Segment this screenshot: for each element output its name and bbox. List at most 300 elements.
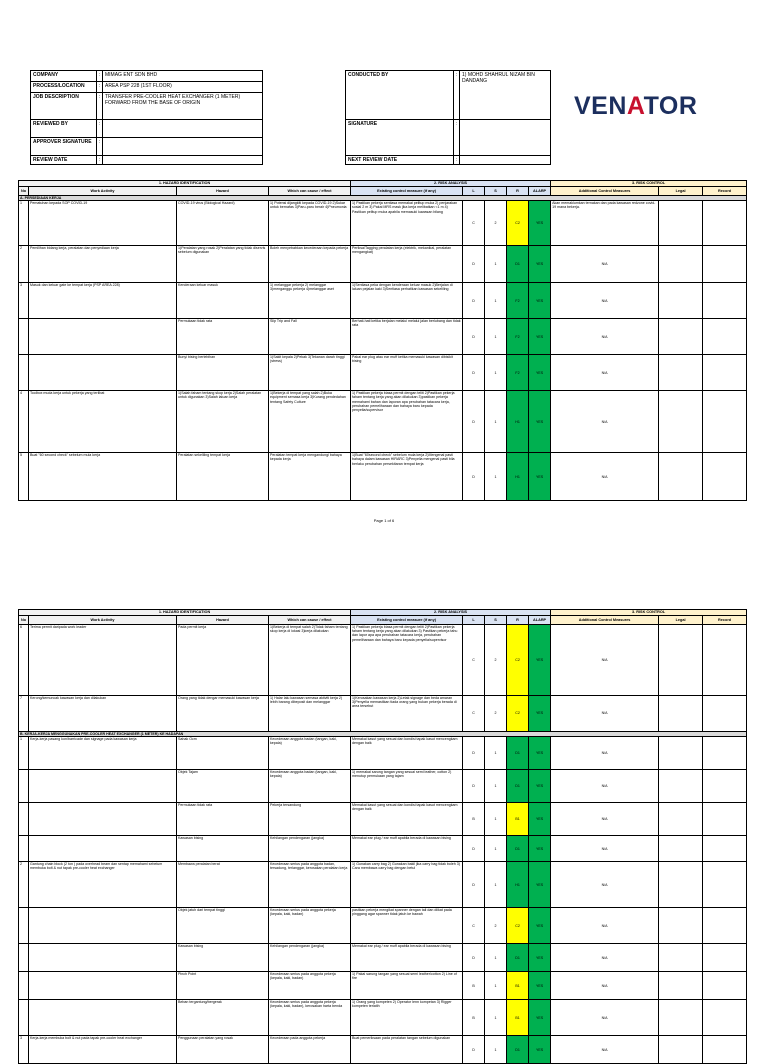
record	[703, 625, 747, 696]
additional-control: N/A	[551, 770, 659, 803]
alarp-status: YES	[529, 453, 551, 501]
cause-effect: 1) Halar lalu kawasan semasa aktiviti kerja 2) lebih barang dibeposit dan melanggar	[269, 696, 351, 732]
cause-effect: Boleh menyebabkan kecederaan kepada pekerja	[269, 246, 351, 283]
column-header-work: Work Activity	[29, 616, 177, 625]
severity: 1	[485, 355, 507, 391]
work-activity	[29, 944, 177, 972]
likelihood: D	[463, 453, 485, 501]
additional-control: N/A	[551, 908, 659, 944]
work-activity: Pematuhan kepada SOP COVID-19	[29, 201, 177, 246]
cause-effect: Peralatan tempat kerja mengandungi bahaya kepada kerja	[269, 453, 351, 501]
record	[703, 803, 747, 836]
legal	[659, 862, 703, 908]
cause-effect: 1) Potensi dijangkiti kepada COVID-19 2)Sukar untuk bernafas 3)Paru-paru berair 4)Pneumonia	[269, 201, 351, 246]
record	[703, 201, 747, 246]
record	[703, 737, 747, 770]
column-header-no: No	[19, 616, 29, 625]
additional-control: N/A	[551, 355, 659, 391]
existing-control: 1) Pastikan pekerja biasa permit dengan teliti 2)Pastikan pekerja faham tentang kerja yang akan dilakukan 3) Pastikan pekerja tahu dan lapor apa apa perubahan tatacara kerja, perubahan pemeliharaan dan bahaya baru kepada penyelia/supervisor	[351, 625, 463, 696]
process-label: PROCESS/LOCATION	[31, 82, 97, 93]
hazard: Permukaan tidak rata	[177, 803, 269, 836]
additional-control: N/A	[551, 803, 659, 836]
existing-control: Memakai kasut yang sesuai dan kondisi tapak kasut mencengkam dengan baik	[351, 803, 463, 836]
cause-effect: Kecederaan anggota badan (tangan, kaki, kepala)	[269, 737, 351, 770]
existing-control: 1) Orang yang kompeten 2) Operator lenn kompetan 3) Rigger kompeten terlatih	[351, 1000, 463, 1036]
cause-effect: 1) melanggar pekerja 2) melanggar 3)menganggu pekerja 4)melanggar aset	[269, 283, 351, 319]
column-header-record: Record	[703, 187, 747, 196]
legal	[659, 836, 703, 862]
work-activity	[29, 803, 177, 836]
legal	[659, 737, 703, 770]
record	[703, 1036, 747, 1064]
column-header-legal: Legal	[659, 187, 703, 196]
table-row	[19, 972, 747, 1000]
alarp-status: YES	[529, 1036, 551, 1064]
risk-rating: C2	[507, 908, 529, 944]
hazard: Bunyi bising berlebihan	[177, 355, 269, 391]
legal	[659, 908, 703, 944]
table-row	[19, 836, 747, 862]
existing-control: pastikan pekerja mengikat spanner dengan tali dan diikat pada pinggang agar spanner tidak jatuh ke bawah	[351, 908, 463, 944]
work-activity: Kerong/kemuncak kawasan kerja dan dilakukan	[29, 696, 177, 732]
header-right-table: CONDUCTED BY : 1) MOHD SHAHRUL NIZAM BIN DANDANG SIGNATURE : NEXT REVIEW DATE :	[345, 70, 551, 165]
approver-signature-value	[103, 138, 263, 156]
cause-effect: 1)Bekerja di tempat salah 2)Tidak faham tentang skop kerja di lokasi 3)kerja dilakukan	[269, 625, 351, 696]
record	[703, 862, 747, 908]
cause-effect: Kecederaan serius pada anggota pekerja (kepala, kaki, badan), kerosakan harta benda	[269, 1000, 351, 1036]
alarp-status: YES	[529, 391, 551, 453]
work-activity: Pemilihan bidang kerja, peralatan dan penyediaan kerja	[29, 246, 177, 283]
cause-effect: Pekerja tersandung	[269, 803, 351, 836]
row-no	[19, 803, 29, 836]
legal	[659, 246, 703, 283]
hazard: Membawa peralatan berat	[177, 862, 269, 908]
existing-control: 1)Kerusakan kawasan kerja 2)Letak signage dan beda amaran 3)Penyelia memastikan tiada orang yang bukan pekerja berada di area tersebut	[351, 696, 463, 732]
severity: 2	[485, 696, 507, 732]
signature-label: SIGNATURE	[346, 120, 454, 156]
cause-effect: Kehilangan pendengaran (jangka)	[269, 836, 351, 862]
cause-effect: Kecederaan serius pada anggota badan, tersadung, terlanggar, kerosakan peralatan kerja	[269, 862, 351, 908]
hazard: Penggunaan peralatan yang rosak	[177, 1036, 269, 1064]
existing-control: 1)Buat "60second check" sebelum mula kerja 2)Mengenal pasti bahaya dalam kawasan HIRARC 3)Penyelia mengenal pasti bila berlaku perubahan persekitaran tempat kerja	[351, 453, 463, 501]
risk-rating: F2	[507, 355, 529, 391]
work-activity	[29, 908, 177, 944]
record	[703, 246, 747, 283]
likelihood: D	[463, 319, 485, 355]
alarp-status: YES	[529, 836, 551, 862]
table-row	[19, 391, 747, 453]
group-risk-analysis: 2. RISK ANALYSIS	[351, 181, 551, 187]
alarp-status: YES	[529, 944, 551, 972]
existing-control: 1) Gunakan carry bag 2) Gunakan bakil jika carry bag tidak boleh 3) Cara membawa carry bag dengan betul	[351, 862, 463, 908]
record	[703, 908, 747, 944]
legal	[659, 453, 703, 501]
record	[703, 1000, 747, 1036]
existing-control: Memakai ear plug / ear muff apabila berada di kawasan bising	[351, 944, 463, 972]
row-no	[19, 972, 29, 1000]
record	[703, 836, 747, 862]
alarp-status: YES	[529, 201, 551, 246]
row-no	[19, 1000, 29, 1036]
record	[703, 319, 747, 355]
additional-control: N/A	[551, 1036, 659, 1064]
risk-rating: D1	[507, 770, 529, 803]
additional-control: N/A	[551, 1000, 659, 1036]
column-header-r: R	[507, 616, 529, 625]
alarp-status: YES	[529, 908, 551, 944]
review-date-label: REVIEW DATE	[31, 156, 97, 165]
additional-control: N/A	[551, 737, 659, 770]
work-activity	[29, 355, 177, 391]
severity: 1	[485, 944, 507, 972]
risk-rating: C2	[507, 625, 529, 696]
work-activity: Buat "60 second check" sebelum mula kerja	[29, 453, 177, 501]
existing-control: Berhati-hati ketika berjalan melalui melalui jalan berlubang dan tidak rata	[351, 319, 463, 355]
existing-control: Periksa/Tagging peralatan kerja (elektrik, mekanikal, peralatan mengangkat)	[351, 246, 463, 283]
table-row	[19, 453, 747, 501]
hazard: Kawasan bising	[177, 836, 269, 862]
legal	[659, 355, 703, 391]
column-header-additional: Additional Control Measures	[551, 187, 659, 196]
additional-control: N/A	[551, 944, 659, 972]
hazard: Beban tergantung/bergerak	[177, 1000, 269, 1036]
likelihood: B	[463, 972, 485, 1000]
severity: 1	[485, 737, 507, 770]
likelihood: B	[463, 1000, 485, 1036]
existing-control: 1) Pakai sarung tangan yang sesuai semi leather/cotton 2) Line of fire	[351, 972, 463, 1000]
alarp-status: YES	[529, 972, 551, 1000]
row-no: 7	[19, 696, 29, 732]
table-row	[19, 355, 747, 391]
cause-effect: Kecederaan serius pada anggota pekerja (kepala, kaki, badan)	[269, 908, 351, 944]
risk-table-page-2	[18, 609, 747, 1064]
risk-rating: H1	[507, 453, 529, 501]
severity: 2	[485, 908, 507, 944]
legal	[659, 696, 703, 732]
additional-control: N/A	[551, 246, 659, 283]
row-no	[19, 355, 29, 391]
likelihood: D	[463, 944, 485, 972]
venator-logo: VENATOR	[574, 92, 698, 120]
column-header-s: S	[485, 187, 507, 196]
existing-control: Memakai kasut yang sesuai dan kondisi tapak kasut mencengkam dengan baik	[351, 737, 463, 770]
risk-rating: D1	[507, 836, 529, 862]
work-activity: Toolbox muda kerja untuk pekerja yang terlibat	[29, 391, 177, 453]
likelihood: C	[463, 201, 485, 246]
column-header-control: Existing control measure (if any)	[351, 616, 463, 625]
page-1	[0, 0, 768, 525]
column-header-no: No	[19, 187, 29, 196]
alarp-status: YES	[529, 1000, 551, 1036]
group-risk-analysis: 2. RISK ANALYSIS	[351, 610, 551, 616]
alarp-status: YES	[529, 283, 551, 319]
risk-rating: D1	[507, 246, 529, 283]
additional-control: N/A	[551, 283, 659, 319]
record	[703, 391, 747, 453]
row-no	[19, 908, 29, 944]
additional-control: N/A	[551, 625, 659, 696]
row-no	[19, 836, 29, 862]
existing-control: Pakai ear plug atau ear muff ketika memasuki kawasan dibisikit bising	[351, 355, 463, 391]
legal	[659, 201, 703, 246]
hazard: Objek jatuh dari tempat tinggi	[177, 908, 269, 944]
table-row	[19, 944, 747, 972]
hazard: COVID-19 virus (Biological Hazard)	[177, 201, 269, 246]
legal	[659, 803, 703, 836]
existing-control: 1)Sentiasa peka dengan kenderaan keluar masuk 2)Berjalan di laluan pejalan kaki 3)Sentiasa perhatikan kawasan sekeliling	[351, 283, 463, 319]
row-no: 2	[19, 862, 29, 908]
alarp-status: YES	[529, 770, 551, 803]
column-header-alarp: ALARP	[529, 187, 551, 196]
risk-rating: B1	[507, 1000, 529, 1036]
row-no: 6	[19, 625, 29, 696]
section-heading: B. KERJA-KERJA MENGGUNAKAN PRE-COOLER HEAT EXCHANGER (1 METER) KE HADAPAN	[19, 732, 747, 737]
column-header-control: Existing control measure (if any)	[351, 187, 463, 196]
cause-effect: Kecederaan serius pada anggota pekerja (kepala, kaki, badan)	[269, 972, 351, 1000]
work-activity: Kerja-kerja pasang kon/barricade dan signage pada kawasan kerja	[29, 737, 177, 770]
table-row	[19, 803, 747, 836]
risk-rating: D1	[507, 1036, 529, 1064]
severity: 1	[485, 862, 507, 908]
table-row	[19, 908, 747, 944]
table-row	[19, 770, 747, 803]
legal	[659, 1036, 703, 1064]
additional-control: Akan memaklumkan ternakan dan pada kawasan redzone covid-19 mana bekerja.	[551, 201, 659, 246]
legal	[659, 1000, 703, 1036]
group-risk-control: 3. RISK CONTROL	[551, 610, 747, 616]
cause-effect: Kehilangan pendengaran (jangka)	[269, 944, 351, 972]
additional-control: N/A	[551, 972, 659, 1000]
table-row	[19, 696, 747, 732]
column-header-additional: Additional Control Measures	[551, 616, 659, 625]
column-header-hazard: Hazard	[177, 616, 269, 625]
work-activity: Gantung chain block (2 ton ) pada overhead beam dan sentap memahami sebelum membuka bolt & nut tapak pre-cooler heat exchanger	[29, 862, 177, 908]
alarp-status: YES	[529, 696, 551, 732]
approver-signature-label: APPROVER SIGNATURE	[31, 138, 97, 156]
likelihood: D	[463, 246, 485, 283]
severity: 1	[485, 1036, 507, 1064]
table-row	[19, 1000, 747, 1036]
row-no	[19, 944, 29, 972]
row-no: 4	[19, 391, 29, 453]
work-activity	[29, 770, 177, 803]
additional-control: N/A	[551, 696, 659, 732]
likelihood: D	[463, 770, 485, 803]
header-left-table: COMPANY : MIMAG ENT SDN BHD PROCESS/LOCATION : AREA PSP 228 (1ST FLOOR) JOB DESCRIPTION : TRANSFER PRE-COOLER HEAT EXCHANGER (1 METER) FORWARD FROM THE BASE OF ORIGIN REVIEWED BY : APPROVER SIGNATURE : REVIEW DATE :	[30, 70, 263, 165]
severity: 1	[485, 246, 507, 283]
record	[703, 283, 747, 319]
conducted-by-value: 1) MOHD SHAHRUL NIZAM BIN DANDANG	[460, 71, 551, 120]
signature-value	[460, 120, 551, 156]
legal	[659, 770, 703, 803]
cause-effect: 1)Bekerja di tempat yang salah 2)Buka equipment semasa kerja 3)Kurang pendedahan tentang Safety Culture	[269, 391, 351, 453]
risk-rating: F2	[507, 319, 529, 355]
page-2	[0, 595, 768, 1052]
job-description-label: JOB DESCRIPTION	[31, 93, 97, 120]
likelihood: B	[463, 803, 485, 836]
column-header-l: L	[463, 187, 485, 196]
work-activity: Terima permit daripada work leader	[29, 625, 177, 696]
record	[703, 355, 747, 391]
additional-control: N/A	[551, 836, 659, 862]
risk-rating: C2	[507, 696, 529, 732]
reviewed-by-label: REVIEWED BY	[31, 120, 97, 138]
likelihood: C	[463, 908, 485, 944]
record	[703, 770, 747, 803]
hazard: Kenderaan keluar masuk	[177, 283, 269, 319]
existing-control: 1) memakai sarung tangan yang sesuai semi leather, cotton 2) menutup permukaan yang tajam	[351, 770, 463, 803]
column-header-cause: Which can cause / effect	[269, 187, 351, 196]
record	[703, 972, 747, 1000]
process-value: AREA PSP 228 (1ST FLOOR)	[103, 82, 263, 93]
record	[703, 696, 747, 732]
legal	[659, 625, 703, 696]
column-header-record: Record	[703, 616, 747, 625]
likelihood: D	[463, 836, 485, 862]
table-row	[19, 319, 747, 355]
column-header-cause: Which can cause / effect	[269, 616, 351, 625]
risk-rating: B1	[507, 803, 529, 836]
existing-control: 1) Pastikan pekerja biasa permit dengan teliti 2)Pastikan pekerja faham tentang kerja yang akan dilakukan 3)pastikan pekerja memahami bahan dan laporan apa perubahan tatacara kerja, perubahan pemeliharaan dan bahaya baru kepada penyelia/supervisor	[351, 391, 463, 453]
cause-effect: Kecederaan pada anggota pekerja	[269, 1036, 351, 1064]
row-no: 1	[19, 201, 29, 246]
likelihood: D	[463, 355, 485, 391]
job-description-value: TRANSFER PRE-COOLER HEAT EXCHANGER (1 METER) FORWARD FROM THE BASE OF ORIGIN	[103, 93, 263, 120]
legal	[659, 391, 703, 453]
likelihood: C	[463, 696, 485, 732]
table-row	[19, 201, 747, 246]
row-no: 3	[19, 283, 29, 319]
table-row	[19, 625, 747, 696]
hazard: Objek Tajam	[177, 770, 269, 803]
cause-effect: Slip Trip and Fall	[269, 319, 351, 355]
legal	[659, 944, 703, 972]
additional-control: N/A	[551, 391, 659, 453]
severity: 1	[485, 770, 507, 803]
row-no	[19, 770, 29, 803]
likelihood: D	[463, 283, 485, 319]
severity: 1	[485, 803, 507, 836]
severity: 1	[485, 972, 507, 1000]
group-hazard-identification: 1. HAZARD IDENTIFICATION	[19, 181, 351, 187]
company-value: MIMAG ENT SDN BHD	[103, 71, 263, 82]
risk-rating: F2	[507, 283, 529, 319]
table-row	[19, 862, 747, 908]
work-activity	[29, 836, 177, 862]
likelihood: D	[463, 1036, 485, 1064]
likelihood: D	[463, 737, 485, 770]
additional-control: N/A	[551, 862, 659, 908]
hazard: Orang yang tidak dengar memasuki kawasan kerja	[177, 696, 269, 732]
hazard: Peralatan sekeliling tempat kerja	[177, 453, 269, 501]
column-header-l: L	[463, 616, 485, 625]
risk-rating: H1	[507, 391, 529, 453]
existing-control: Memakai ear plug / ear muff apabila berada di kawasan bising	[351, 836, 463, 862]
next-review-date-label: NEXT REVIEW DATE	[346, 156, 454, 165]
work-activity: Masuk dan keluar gate ke tempat kerja (PSP AREA 228)	[29, 283, 177, 319]
legal	[659, 319, 703, 355]
severity: 2	[485, 201, 507, 246]
severity: 1	[485, 1000, 507, 1036]
next-review-date-value	[460, 156, 551, 165]
likelihood: D	[463, 862, 485, 908]
alarp-status: YES	[529, 246, 551, 283]
alarp-status: YES	[529, 803, 551, 836]
legal	[659, 972, 703, 1000]
hazard: Kawasan bising	[177, 944, 269, 972]
page-number: Page 1 of 6	[373, 518, 395, 523]
alarp-status: YES	[529, 319, 551, 355]
existing-control: Buat pemeriksaan pada peralatan tangan sebelum digunakan	[351, 1036, 463, 1064]
additional-control: N/A	[551, 319, 659, 355]
alarp-status: YES	[529, 355, 551, 391]
work-activity	[29, 972, 177, 1000]
row-no: 3	[19, 1036, 29, 1064]
review-date-value	[103, 156, 263, 165]
work-activity	[29, 1000, 177, 1036]
alarp-status: YES	[529, 625, 551, 696]
group-hazard-identification: 1. HAZARD IDENTIFICATION	[19, 610, 351, 616]
severity: 1	[485, 453, 507, 501]
column-header-hazard: Hazard	[177, 187, 269, 196]
additional-control: N/A	[551, 453, 659, 501]
alarp-status: YES	[529, 737, 551, 770]
hazard: 1)Salah faham tentang skop kerja 2)Salah peralatan untuk digunakan 3)Salah laluan kerja	[177, 391, 269, 453]
column-header-work: Work Activity	[29, 187, 177, 196]
severity: 2	[485, 625, 507, 696]
record	[703, 453, 747, 501]
record	[703, 944, 747, 972]
column-header-alarp: ALARP	[529, 616, 551, 625]
column-header-s: S	[485, 616, 507, 625]
risk-rating: D1	[507, 737, 529, 770]
row-no: 5	[19, 453, 29, 501]
row-no: 1	[19, 737, 29, 770]
cause-effect: Kecederaan anggota badan (tangan, kaki, kepala)	[269, 770, 351, 803]
legal	[659, 283, 703, 319]
table-row	[19, 283, 747, 319]
conducted-by-label: CONDUCTED BY	[346, 71, 454, 120]
column-header-legal: Legal	[659, 616, 703, 625]
risk-rating: H1	[507, 862, 529, 908]
existing-control: 1) Pastikan pekerja sentiasa memakai pelitup muka 2) penjarakan sosial 2 m 3) Pakai MRS mask jika kerja melibatkan <1 m 4) Pastikan pelitup muka apabila memasuki kawasan bilang	[351, 201, 463, 246]
work-activity: Kerja-kerja membuka bolt & nut pada tapak pre-cooler heat exchanger	[29, 1036, 177, 1064]
severity: 1	[485, 836, 507, 862]
hazard: Pinch Point	[177, 972, 269, 1000]
severity: 1	[485, 319, 507, 355]
alarp-status: YES	[529, 862, 551, 908]
work-activity	[29, 319, 177, 355]
likelihood: C	[463, 625, 485, 696]
column-header-r: R	[507, 187, 529, 196]
table-row	[19, 1036, 747, 1064]
risk-table-page-1	[18, 180, 747, 501]
risk-rating: C2	[507, 201, 529, 246]
section-heading: A. PERSEDIAAN KERJA	[19, 196, 747, 201]
table-row	[19, 246, 747, 283]
reviewed-by-value	[103, 120, 263, 138]
cause-effect: 1)Sakit kepala 2)Pekak 3)Tekanan darah tinggi (stress)	[269, 355, 351, 391]
hazard: Sahak Ocm	[177, 737, 269, 770]
hazard: Permukaan tidak rata	[177, 319, 269, 355]
hazard: 1)Peralatan yang rosak 2)Peralatan yang tidak diservis sebelum digunakan	[177, 246, 269, 283]
severity: 1	[485, 391, 507, 453]
row-no	[19, 319, 29, 355]
likelihood: D	[463, 391, 485, 453]
severity: 1	[485, 283, 507, 319]
risk-rating: D1	[507, 944, 529, 972]
risk-rating: B1	[507, 972, 529, 1000]
